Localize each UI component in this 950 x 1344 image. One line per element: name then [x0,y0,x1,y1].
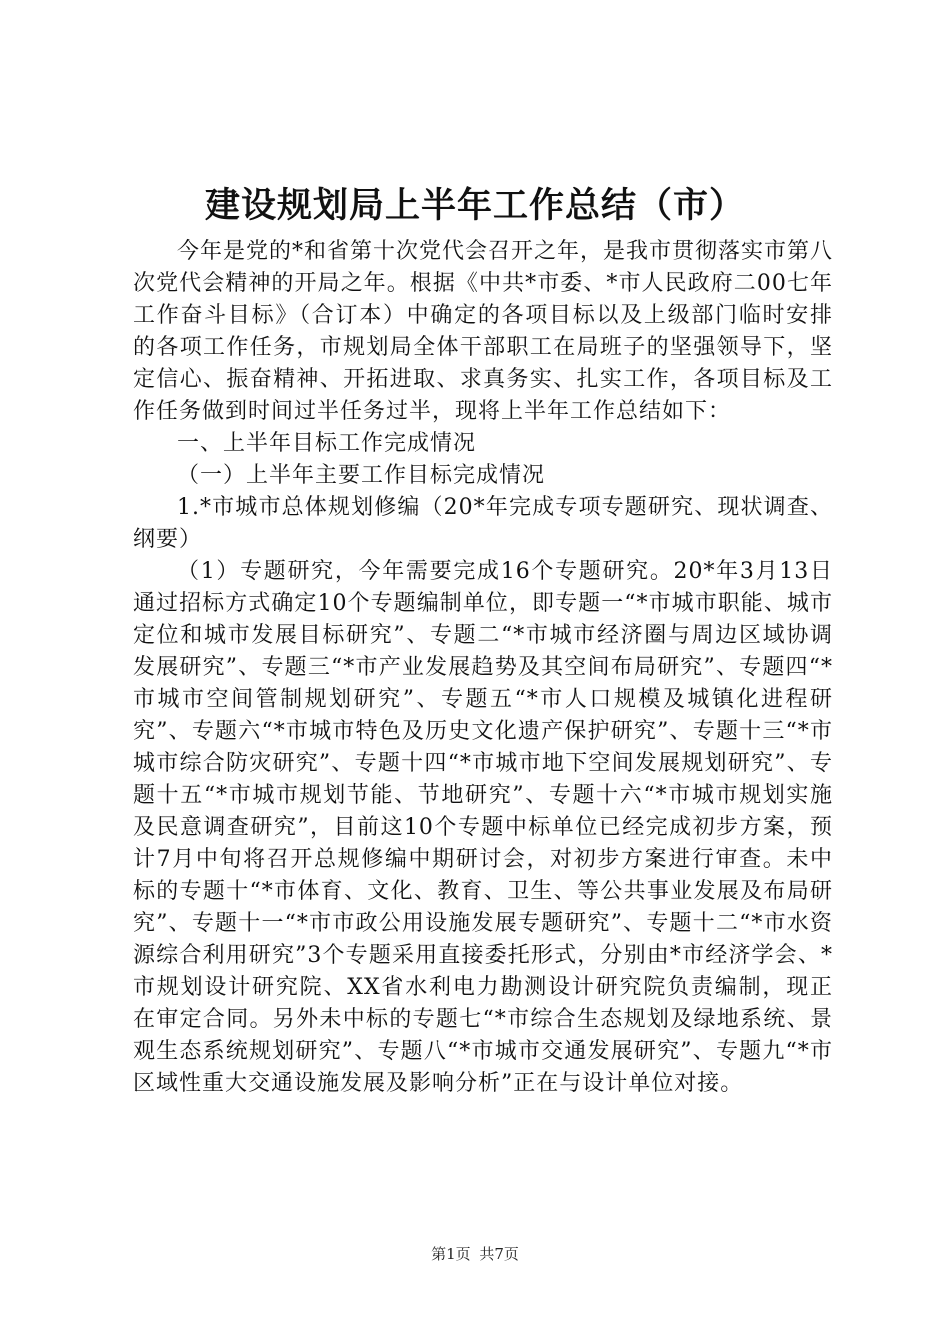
item-heading: 1.*市城市总体规划修编（20*年完成专项专题研究、现状调查、纲要） [133,495,833,552]
page-number: 第1页 [431,1245,471,1263]
body-paragraph: （1）专题研究，今年需要完成16个专题研究。20*年3月13日通过招标方式确定10个专题编制单位，即专题一“*市城市职能、城市定位和城市发展目标研究”、专题二“*市城市经济圈与周边区域协调发展研究”、专题三“*市产业发展趋势及其空间布局研究”、专题四“*市城市空间管制规划研究”、专题五“*市人口规模及城镇化进程研究”、专题六“*市城市特色及历史文化遗产保护研究”、专题十三“*市城市综合防灾研究”、专题十四“*市城市地下空间发展规划研究”、专题十五“*市城市规划节能、节地研究”、专题十六“*市城市规划实施及民意调查研究”，目前这10个专题中标单位已经完成初步方案，预计7月中旬将召开总规修编中期研讨会，对初步方案进行审查。未中标的专题十“*市体育、文化、教育、卫生、等公共事业发展及布局研究”、专题十一“*市市政公用设施发展专题研究”、专题十二“*市水资源综合利用研究”3个专题采用直接委托形式，分别由*市经济学会、*市规划设计研究院、XX省水利电力勘测设计研究院负责编制，现正在审定合同。另外未中标的专题七“*市综合生态规划及绿地系统、景观生态系统规划研究”、专题八“*市城市交通发展研究”、专题九“*市区域性重大交通设施发展及影响分析”正在与设计单位对接。 [133,559,833,1096]
section-heading: 一、上半年目标工作完成情况 [177,431,477,456]
page-footer [0,1244,950,1264]
document-body [133,236,833,1100]
page-total: 共7页 [479,1245,519,1263]
document-title: 建设规划局上半年工作总结（市） [204,185,745,226]
intro-paragraph: 今年是党的*和省第十次党代会召开之年，是我市贯彻落实市第八次党代会精神的开局之年。根据《中共*市委、*市人民政府二00七年工作奋斗目标》（合订本）中确定的各项目标以及上级部门临时安排的各项工作任务，市规划局全体干部职工在局班子的坚强领导下，坚定信心、振奋精神、开拓进取、求真务实、扎实工作，各项目标及工作任务做到时间过半任务过半，现将上半年工作总结如下： [133,239,834,424]
subsection-heading: （一）上半年主要工作目标完成情况 [177,463,546,488]
